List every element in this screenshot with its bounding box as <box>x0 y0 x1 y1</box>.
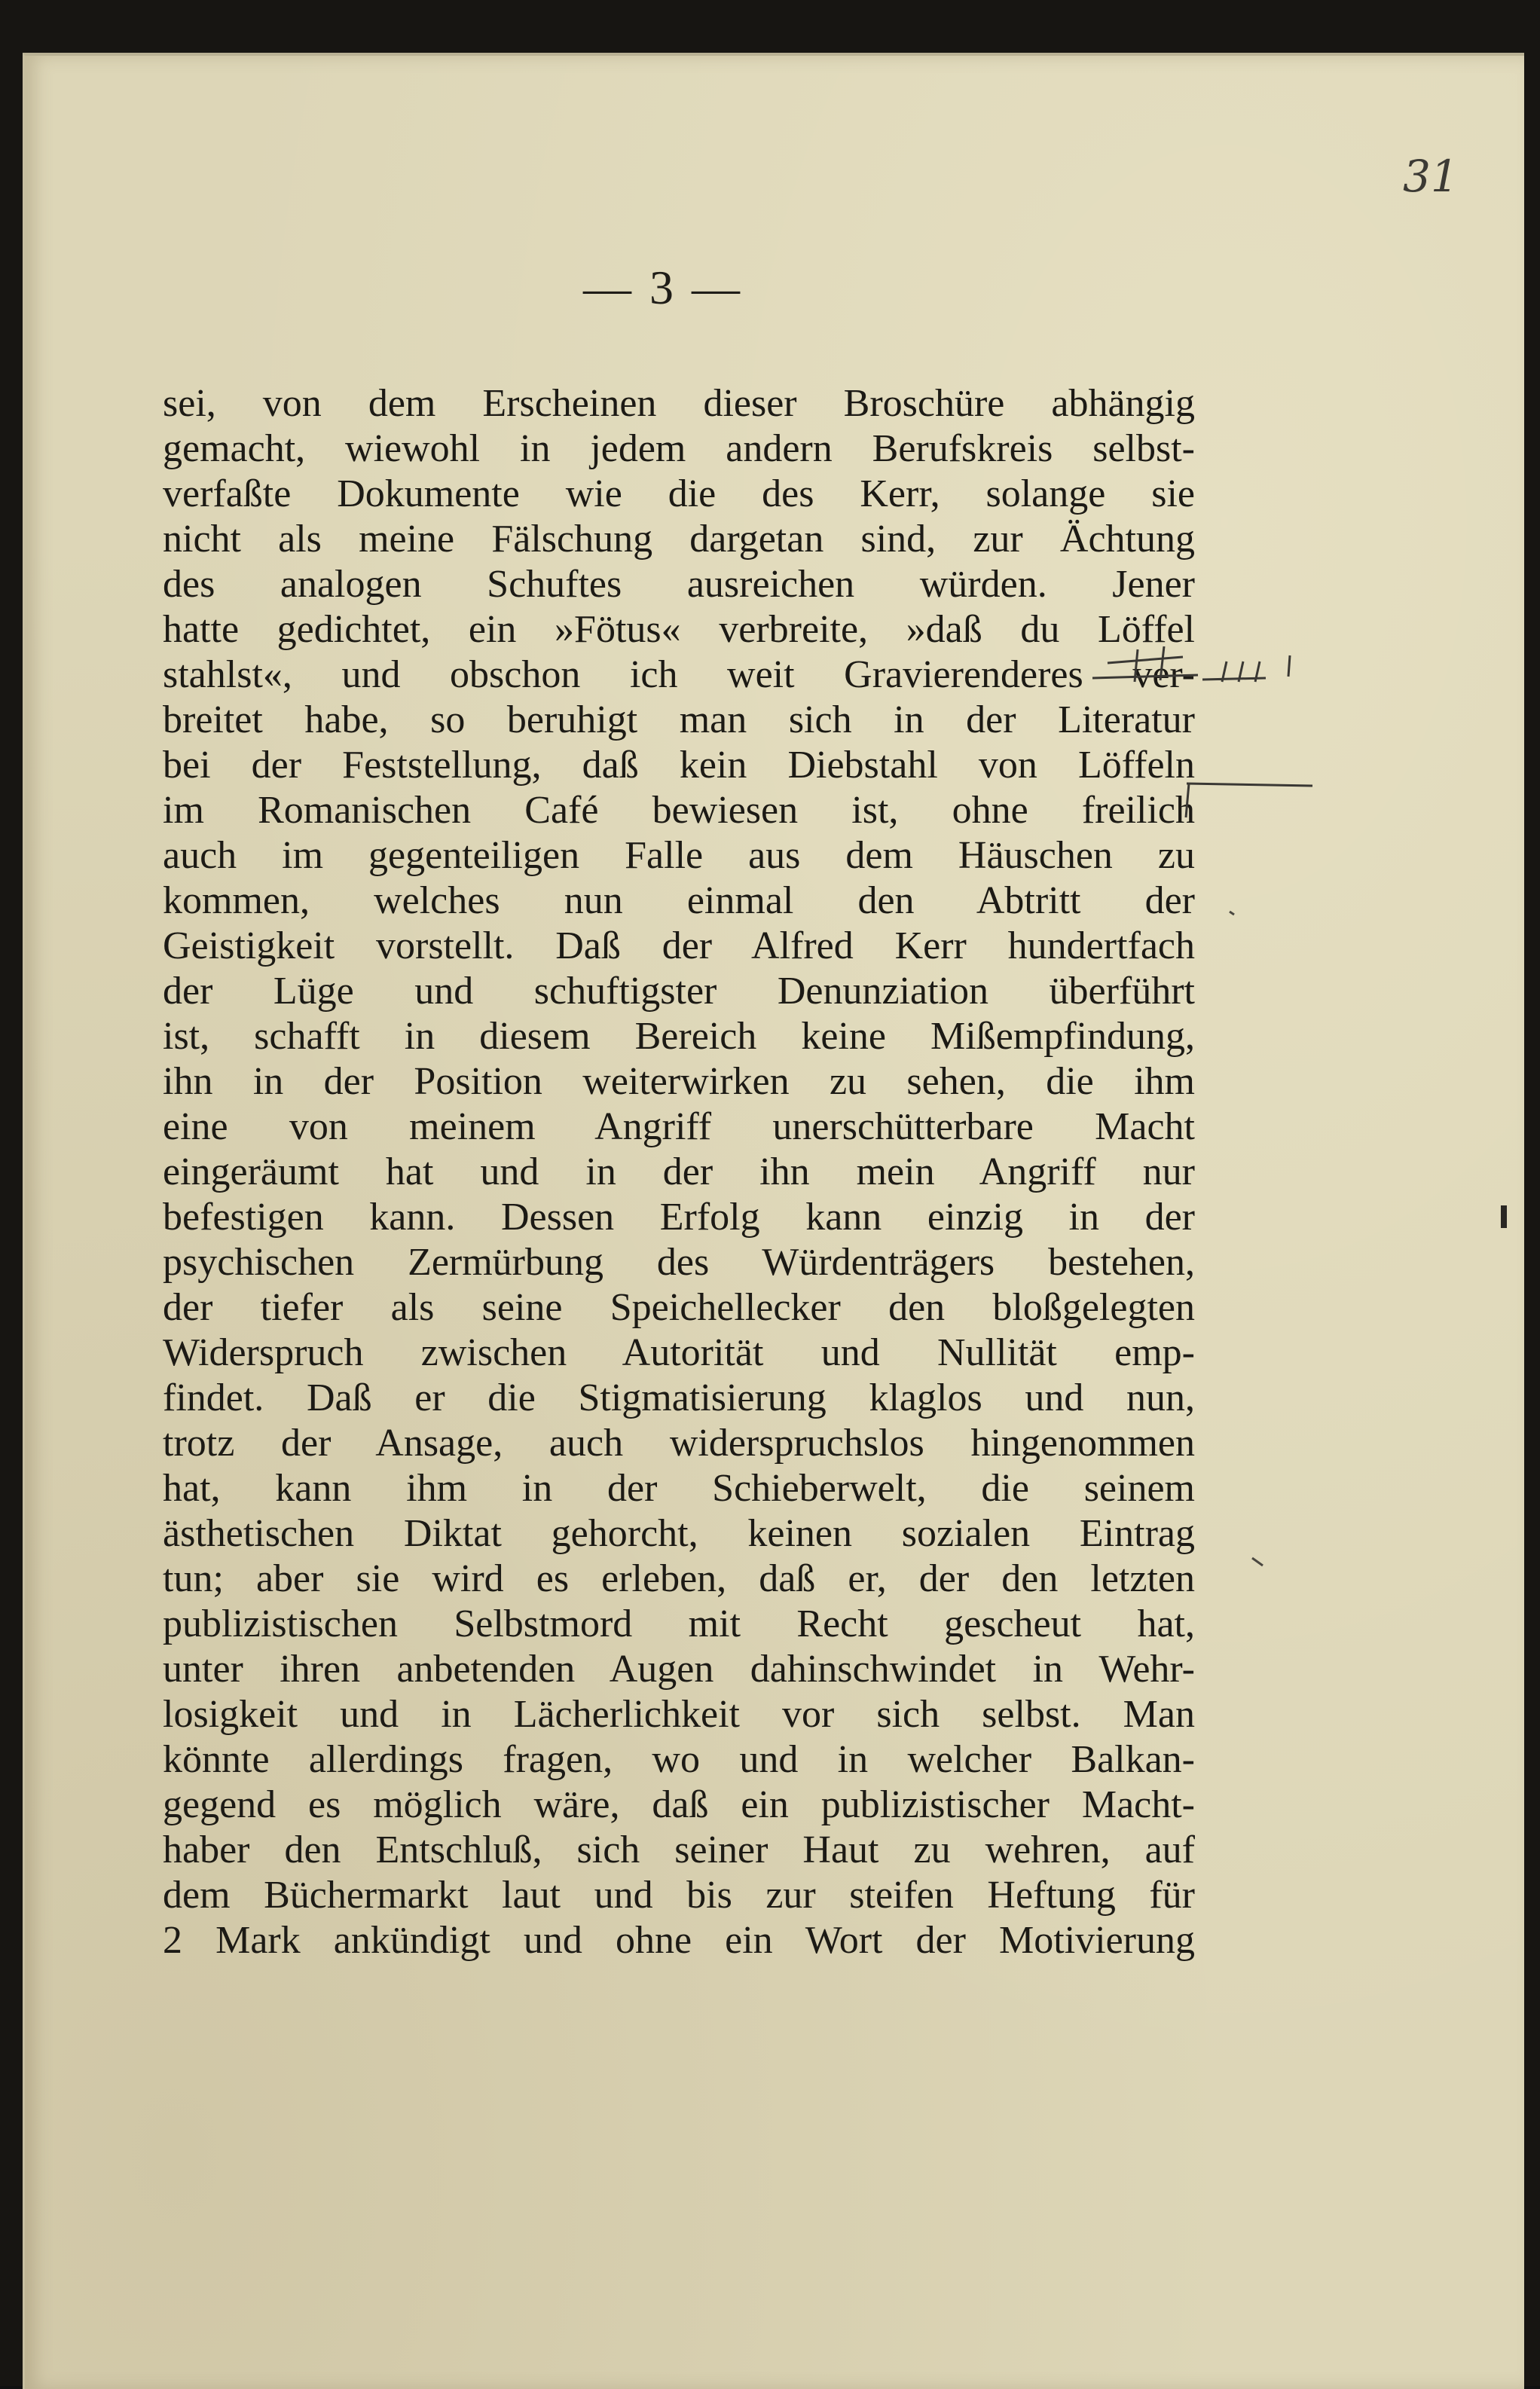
text-line: psychischen Zermürbung des Würdenträgers bestehen, <box>163 1241 1195 1284</box>
text-line: befestigen kann. Dessen Erfolg kann einzig in der <box>163 1196 1195 1239</box>
text-line: auch im gegenteiligen Falle aus dem Häuschen zu <box>163 834 1195 877</box>
text-line: gemacht, wiewohl in jedem andern Berufskreis selbst- <box>163 427 1195 470</box>
text-line: eine von meinem Angriff unerschütterbare Macht <box>163 1105 1195 1148</box>
text-line: nicht als meine Fälschung dargetan sind, zur Ächtung <box>163 518 1195 561</box>
archive-folio-number: 31 <box>1403 151 1459 202</box>
text-line: des analogen Schuftes ausreichen würden. Jener <box>163 563 1195 606</box>
text-line: haber den Entschluß, sich seiner Haut zu wehren, auf <box>163 1828 1195 1871</box>
text-line: bei der Feststellung, daß kein Diebstahl von Löffeln <box>163 744 1195 787</box>
text-line: sei, von dem Erscheinen dieser Broschüre abhängig <box>163 382 1195 425</box>
text-line: publizistischen Selbstmord mit Recht gescheut hat, <box>163 1602 1195 1645</box>
text-line: der Lüge und schuftigster Denunziation überführt <box>163 970 1195 1013</box>
text-line: trotz der Ansage, auch widerspruchslos hingenommen <box>163 1422 1195 1465</box>
text-line: findet. Daß er die Stigmatisierung klaglos und nun, <box>163 1376 1195 1419</box>
text-line: 2 Mark ankündigt und ohne ein Wort der Motivierung <box>163 1919 1195 1962</box>
text-line: ihn in der Position weiterwirken zu sehen, die ihm <box>163 1060 1195 1103</box>
text-line: unter ihren anbetenden Augen dahinschwindet in Wehr- <box>163 1648 1195 1691</box>
text-line: könnte allerdings fragen, wo und in welcher Balkan- <box>163 1738 1195 1781</box>
text-line: ästhetischen Diktat gehorcht, keinen sozialen Eintrag <box>163 1512 1195 1555</box>
text-line: eingeräumt hat und in der ihn mein Angriff nur <box>163 1150 1195 1193</box>
text-line: kommen, welches nun einmal den Abtritt der <box>163 879 1195 922</box>
page-edge-mark <box>1501 1205 1507 1228</box>
text-line: verfaßte Dokumente wie die des Kerr, solange sie <box>163 472 1195 515</box>
text-line: hat, kann ihm in der Schieberwelt, die seinem <box>163 1467 1195 1510</box>
text-line: breitet habe, so beruhigt man sich in der Literatur <box>163 698 1195 741</box>
text-line: tun; aber sie wird es erleben, daß er, der den letzten <box>163 1557 1195 1600</box>
text-line: im Romanischen Café bewiesen ist, ohne freilich <box>163 789 1195 832</box>
text-line: dem Büchermarkt laut und bis zur steifen Heftung für <box>163 1874 1195 1917</box>
text-line: der tiefer als seine Speichellecker den bloßgelegten <box>163 1286 1195 1329</box>
body-text <box>163 381 1195 1963</box>
page-number: — 3 — <box>583 261 743 314</box>
text-line: ist, schafft in diesem Bereich keine Mißempfindung, <box>163 1015 1195 1058</box>
text-line: stahlst«, und obschon ich weit Gravierenderes ver- <box>163 653 1195 696</box>
text-line: hatte gedichtet, ein »Fötus« verbreite, »daß du Löffel <box>163 608 1195 651</box>
text-line: losigkeit und in Lächerlichkeit vor sich selbst. Man <box>163 1693 1195 1736</box>
text-line: Widerspruch zwischen Autorität und Nullität emp- <box>163 1331 1195 1374</box>
text-line: Geistigkeit vorstellt. Daß der Alfred Kerr hundertfach <box>163 924 1195 967</box>
text-line: gegend es möglich wäre, daß ein publizistischer Macht- <box>163 1783 1195 1826</box>
